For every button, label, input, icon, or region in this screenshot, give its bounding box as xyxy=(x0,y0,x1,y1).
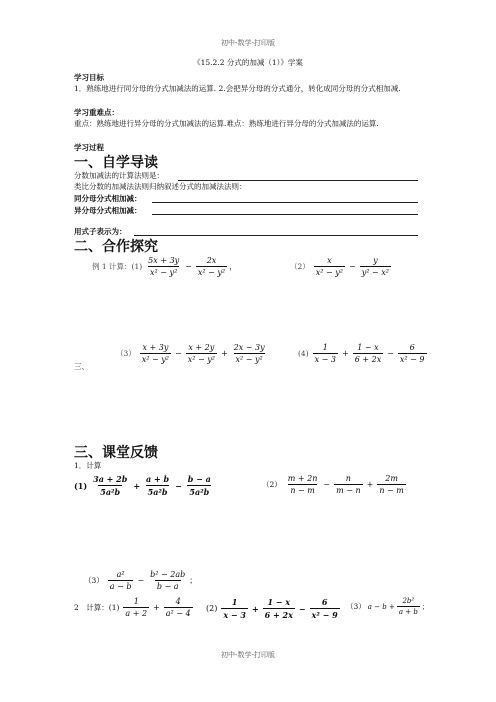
rule-fraction-add: 分数加减法的计算法则是： xyxy=(74,171,164,180)
problem1-3: （3） $\frac{\text{a²}}{a - b}$ − $\frac{\text{b² − 2ab}}{b - a}$ ； xyxy=(84,570,198,591)
example1-part2: （2） $\frac{x}{\text{x² − y²}}$ − $\frac{y}{\text{y² − x²}}$ xyxy=(290,256,389,277)
objectives-label: 学习目标 xyxy=(74,73,104,82)
example-label: 例 1 计算：(1) xyxy=(92,262,143,271)
key-points-label: 学习重难点： xyxy=(74,108,119,117)
blank-line-2 xyxy=(152,202,418,203)
example1-part4: (4) $\frac{1}{x - 3}$ + $\frac{1 - x}{6 + 2x}$ − $\frac{6}{\text{x² − 9}}$ xyxy=(298,343,425,364)
blank-line-4 xyxy=(134,235,418,236)
process-label: 学习过程 xyxy=(74,143,104,152)
page-footer: 初中-数学-打印版 xyxy=(220,651,276,659)
problem2-1: 2 计算：(1) $\frac{1}{a + 2}$ + $\frac{4}{\text{a² − 4}}$ xyxy=(74,597,191,618)
item1-label: 1．计算 xyxy=(74,461,102,470)
doc-title: 《15.2.2 分式的加减（1）》学案 xyxy=(193,58,303,67)
stray-section-mark: 三、 xyxy=(74,362,89,371)
problem2-3: （3） a − b + $\frac{\text{2b²}}{a + b}$ ； xyxy=(346,597,429,616)
blank-line-3 xyxy=(152,214,418,215)
problem1-2: （2） $\frac{m + 2n}{n - m}$ − $\frac{n}{m - n}$ + $\frac{2m}{n - m}$ xyxy=(262,474,404,495)
section1-heading: 一、自学导读 xyxy=(74,155,158,171)
objectives-text: 1．熟练地进行同分母的分式加减法的运算. 2.会把异分母的分式通分，转化成同分母的分式相加减. xyxy=(74,84,401,93)
section3-heading: 三、课堂反馈 xyxy=(74,445,158,461)
problem1-1: (1) $\frac{3a + 2b}{\text{5a²b}}$ + $\frac{a + b}{\text{5a²b}}$ − $\frac{b - a}{\text{5a²b}}$ xyxy=(74,474,211,497)
example1-part3: （3） $\frac{x + 3y}{\text{x² − y²}}$ − $\frac{x + 2y}{\text{x² − y²}}$ + $\frac{2x - 3y}{\text{x² − y²}}$ xyxy=(116,343,265,364)
formula-label: 用式子表示为： xyxy=(74,227,127,236)
key-points-text: 重点：熟练地进行异分母的分式加减法的运算.难点：熟练地进行异分母的分式加减法的运算. xyxy=(74,119,379,128)
diff-denominator-label: 异分母分式相加减： xyxy=(74,206,142,215)
same-denominator-label: 同分母分式相加减： xyxy=(74,194,142,203)
page-header: 初中-数学-打印版 xyxy=(220,39,276,47)
problem2-2: (2) $\frac{1}{x - 3}$ + $\frac{1 - x}{6 + 2x}$ − $\frac{6}{\text{x² − 9}}$ xyxy=(206,597,338,620)
section2-heading: 二、合作探究 xyxy=(74,239,158,255)
item2-label: 2 计算：(1) xyxy=(74,603,120,612)
example1-part1: 例 1 计算：(1) $\frac{5x + 3y}{\text{x² − y²}}$ − $\frac{2x}{\text{x² − y²}}$ ， xyxy=(92,256,238,277)
rule-analogy: 类比分数的加减法法则归纳叙述分式的加减法法则： xyxy=(74,182,247,191)
